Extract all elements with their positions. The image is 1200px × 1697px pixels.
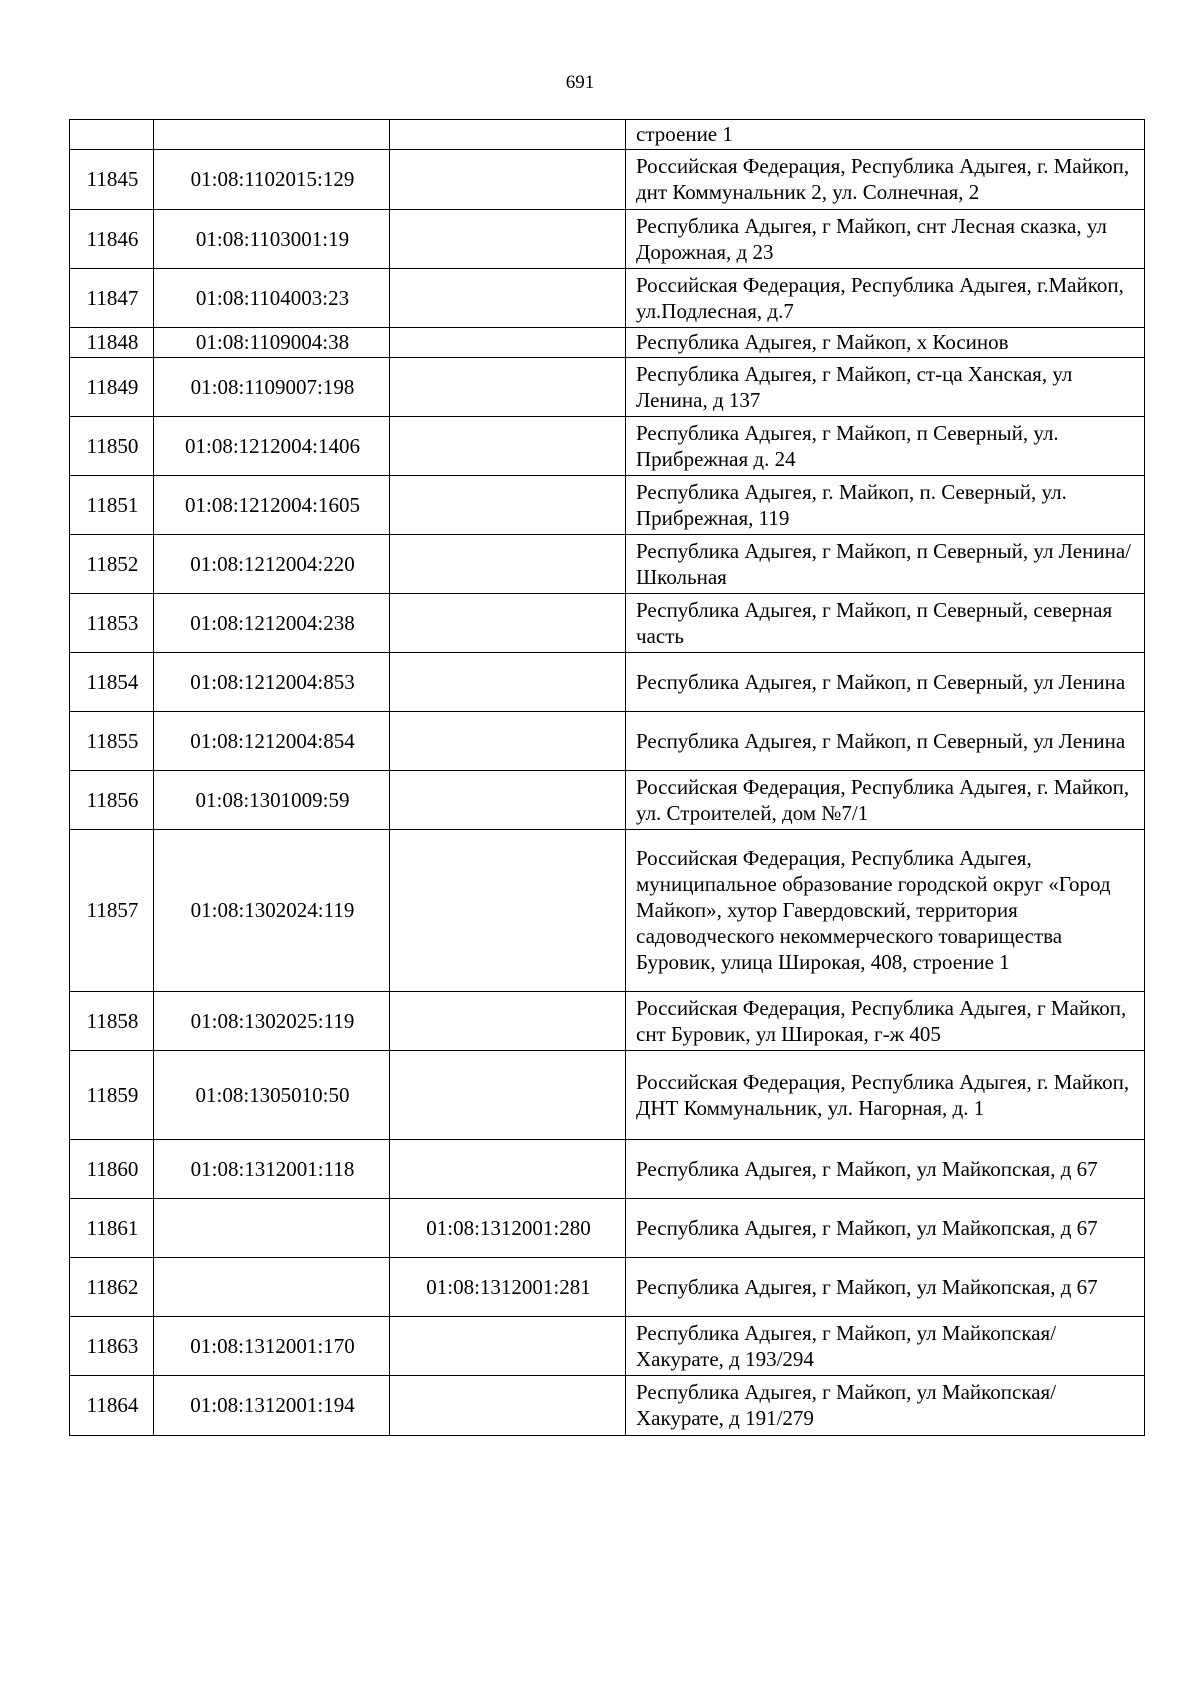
object-number-cell xyxy=(390,830,626,992)
object-number-cell xyxy=(390,328,626,358)
table-row xyxy=(70,210,1145,269)
row-number-cell: 11850 xyxy=(70,417,154,476)
object-number-cell xyxy=(390,1376,626,1436)
address-cell: Республика Адыгея, г Майкоп, п Северный, ул. Прибрежная д. 24 xyxy=(626,417,1145,476)
row-number-cell: 11863 xyxy=(70,1317,154,1376)
table-row xyxy=(70,120,1145,150)
table-row xyxy=(70,1376,1145,1436)
address-cell: Российская Федерация, Республика Адыгея, г. Майкоп, ДНТ Коммунальник, ул. Нагорная, д. 1 xyxy=(626,1051,1145,1140)
address-cell: Республика Адыгея, г Майкоп, п Северный, ул Ленина xyxy=(626,653,1145,712)
object-number-cell xyxy=(390,120,626,150)
object-number-cell xyxy=(390,358,626,417)
row-number-cell: 11849 xyxy=(70,358,154,417)
row-number-cell: 11861 xyxy=(70,1199,154,1258)
table-row xyxy=(70,535,1145,594)
row-number-cell xyxy=(70,120,154,150)
address-cell: Российская Федерация, Республика Адыгея, г. Майкоп, днт Коммунальник 2, ул. Солнечная, 2 xyxy=(626,150,1145,210)
table-row xyxy=(70,1051,1145,1140)
object-number-cell xyxy=(390,1317,626,1376)
table-row xyxy=(70,269,1145,328)
object-number-cell xyxy=(390,210,626,269)
row-number-cell: 11860 xyxy=(70,1140,154,1199)
cadastral-number-cell: 01:08:1103001:19 xyxy=(154,210,390,269)
address-cell: Республика Адыгея, г Майкоп, ст-ца Ханская, ул Ленина, д 137 xyxy=(626,358,1145,417)
address-cell: Российская Федерация, Республика Адыгея, муниципальное образование городской округ «Город Майкоп», хутор Гавердовский, территория садоводческого некоммерческого товарищества Буровик, улица Широкая, 408, строение 1 xyxy=(626,830,1145,992)
cadastral-number-cell: 01:08:1109007:198 xyxy=(154,358,390,417)
object-number-cell xyxy=(390,992,626,1051)
table-row xyxy=(70,1317,1145,1376)
object-number-cell: 01:08:1312001:281 xyxy=(390,1258,626,1317)
page-number: 691 xyxy=(565,72,595,93)
address-cell: строение 1 xyxy=(626,120,1145,150)
cadastral-number-cell: 01:08:1212004:853 xyxy=(154,653,390,712)
object-number-cell xyxy=(390,269,626,328)
table-row xyxy=(70,594,1145,653)
row-number-cell: 11855 xyxy=(70,712,154,771)
address-cell: Российская Федерация, Республика Адыгея, г. Майкоп, ул. Строителей, дом №7/1 xyxy=(626,771,1145,830)
cadastral-number-cell: 01:08:1312001:194 xyxy=(154,1376,390,1436)
table-row xyxy=(70,417,1145,476)
row-number-cell: 11851 xyxy=(70,476,154,535)
cadastral-number-cell: 01:08:1312001:170 xyxy=(154,1317,390,1376)
row-number-cell: 11857 xyxy=(70,830,154,992)
cadastral-number-cell: 01:08:1212004:854 xyxy=(154,712,390,771)
row-number-cell: 11846 xyxy=(70,210,154,269)
cadastral-number-cell: 01:08:1212004:238 xyxy=(154,594,390,653)
cadastral-number-cell xyxy=(154,120,390,150)
cadastral-number-cell xyxy=(154,1258,390,1317)
cadastral-number-cell: 01:08:1302025:119 xyxy=(154,992,390,1051)
address-cell: Республика Адыгея, г Майкоп, п Северный, ул Ленина/Школьная xyxy=(626,535,1145,594)
cadastral-number-cell: 01:08:1102015:129 xyxy=(154,150,390,210)
table-row xyxy=(70,992,1145,1051)
object-number-cell: 01:08:1312001:280 xyxy=(390,1199,626,1258)
row-number-cell: 11848 xyxy=(70,328,154,358)
address-cell: Республика Адыгея, г Майкоп, ул Майкопская, д 67 xyxy=(626,1258,1145,1317)
object-number-cell xyxy=(390,653,626,712)
object-number-cell xyxy=(390,1140,626,1199)
table-row xyxy=(70,653,1145,712)
table-row xyxy=(70,771,1145,830)
cadastral-number-cell: 01:08:1212004:1605 xyxy=(154,476,390,535)
address-cell: Республика Адыгея, г Майкоп, х Косинов xyxy=(626,328,1145,358)
table-row xyxy=(70,1140,1145,1199)
table-row xyxy=(70,150,1145,210)
cadastral-number-cell: 01:08:1212004:220 xyxy=(154,535,390,594)
table-row xyxy=(70,712,1145,771)
address-cell: Республика Адыгея, г Майкоп, ул Майкопская, д 67 xyxy=(626,1140,1145,1199)
object-number-cell xyxy=(390,476,626,535)
cadastral-number-cell: 01:08:1109004:38 xyxy=(154,328,390,358)
address-cell: Республика Адыгея, г. Майкоп, п. Северный, ул. Прибрежная, 119 xyxy=(626,476,1145,535)
table-row xyxy=(70,358,1145,417)
cadastral-number-cell: 01:08:1301009:59 xyxy=(154,771,390,830)
address-cell: Республика Адыгея, г Майкоп, снт Лесная сказка, ул Дорожная, д 23 xyxy=(626,210,1145,269)
row-number-cell: 11854 xyxy=(70,653,154,712)
object-number-cell xyxy=(390,594,626,653)
table-row xyxy=(70,328,1145,358)
row-number-cell: 11864 xyxy=(70,1376,154,1436)
cadastral-number-cell: 01:08:1305010:50 xyxy=(154,1051,390,1140)
address-cell: Республика Адыгея, г Майкоп, ул Майкопская, д 67 xyxy=(626,1199,1145,1258)
cadastral-number-cell xyxy=(154,1199,390,1258)
row-number-cell: 11856 xyxy=(70,771,154,830)
address-cell: Республика Адыгея, г Майкоп, ул Майкопская/Хакурате, д 193/294 xyxy=(626,1317,1145,1376)
table-row xyxy=(70,476,1145,535)
cadastral-number-cell: 01:08:1104003:23 xyxy=(154,269,390,328)
row-number-cell: 11859 xyxy=(70,1051,154,1140)
address-cell: Республика Адыгея, г Майкоп, ул Майкопская/Хакурате, д 191/279 xyxy=(626,1376,1145,1436)
cadastral-number-cell: 01:08:1212004:1406 xyxy=(154,417,390,476)
address-cell: Республика Адыгея, г Майкоп, п Северный, ул Ленина xyxy=(626,712,1145,771)
row-number-cell: 11847 xyxy=(70,269,154,328)
table-row xyxy=(70,1258,1145,1317)
object-number-cell xyxy=(390,712,626,771)
row-number-cell: 11862 xyxy=(70,1258,154,1317)
table-row xyxy=(70,1199,1145,1258)
row-number-cell: 11858 xyxy=(70,992,154,1051)
object-number-cell xyxy=(390,771,626,830)
table-row xyxy=(70,830,1145,992)
cadastral-number-cell: 01:08:1302024:119 xyxy=(154,830,390,992)
address-cell: Республика Адыгея, г Майкоп, п Северный, северная часть xyxy=(626,594,1145,653)
object-number-cell xyxy=(390,417,626,476)
object-number-cell xyxy=(390,150,626,210)
object-number-cell xyxy=(390,535,626,594)
registry-table-body xyxy=(70,120,1145,1436)
registry-table xyxy=(69,119,1145,1436)
address-cell: Российская Федерация, Республика Адыгея, г.Майкоп, ул.Подлесная, д.7 xyxy=(626,269,1145,328)
row-number-cell: 11853 xyxy=(70,594,154,653)
row-number-cell: 11852 xyxy=(70,535,154,594)
row-number-cell: 11845 xyxy=(70,150,154,210)
address-cell: Российская Федерация, Республика Адыгея, г Майкоп, снт Буровик, ул Широкая, г-ж 405 xyxy=(626,992,1145,1051)
object-number-cell xyxy=(390,1051,626,1140)
cadastral-number-cell: 01:08:1312001:118 xyxy=(154,1140,390,1199)
